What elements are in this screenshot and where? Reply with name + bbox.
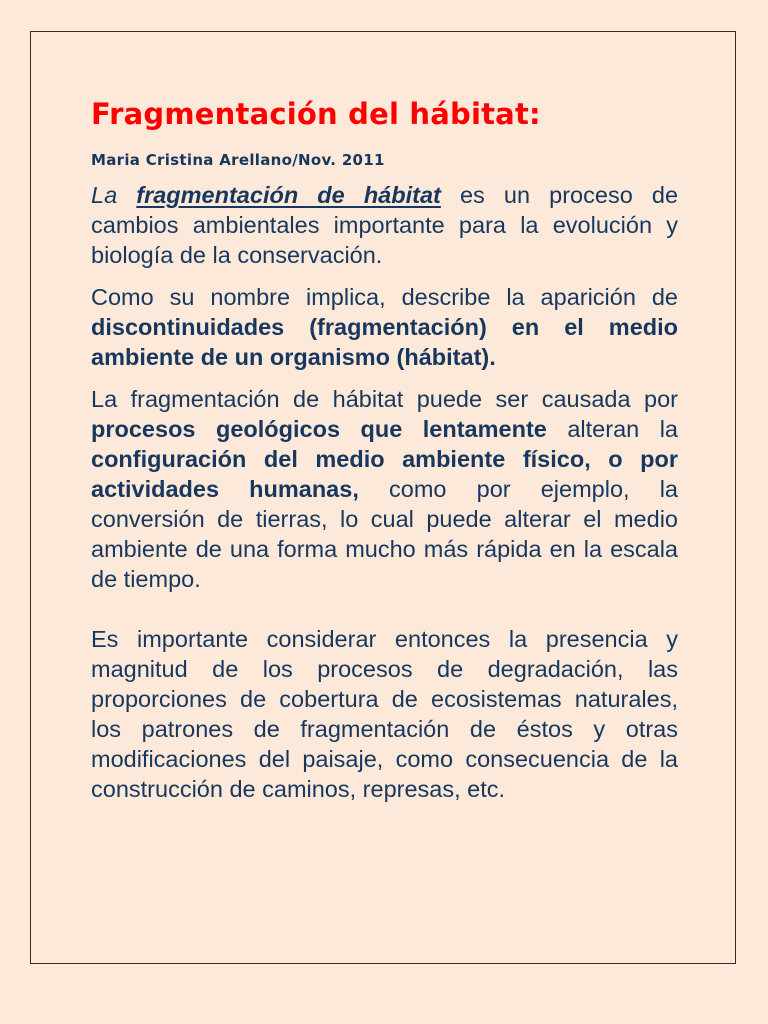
- paragraph-intro: [91, 180, 678, 270]
- definition-text: Como su nombre implica, describe la aparición de: [91, 284, 678, 310]
- author-date-byline: Maria Cristina Arellano/Nov. 2011: [91, 151, 385, 169]
- document-body: [91, 92, 678, 804]
- fragmentacion-link[interactable]: fragmentación de hábitat: [136, 182, 441, 208]
- causes-bold-2: configuración del medio ambiente físico, o por actividades humanas,: [91, 446, 678, 502]
- intro-text: es un proceso de cambios ambientales importante para la evolución y biología de la conservación.: [91, 182, 679, 268]
- causes-text-1: La fragmentación de hábitat puede ser causada por: [91, 386, 678, 412]
- paragraph-causes: [91, 384, 678, 594]
- paragraph-definition: [91, 282, 678, 372]
- causes-text-2: alteran la: [567, 416, 678, 442]
- considerations-text: Es importante considerar entonces la presencia y magnitud de los procesos de degradación, las proporciones de cobertura de ecosistemas naturales, los patrones de fragmentación de éstos y otras modificaciones del paisaje, como consecuencia de la construcción de caminos, represas, etc.: [91, 626, 678, 802]
- intro-lead-word: La: [91, 182, 118, 208]
- paragraph-considerations: [91, 624, 678, 804]
- causes-text-3: como por ejemplo, la conversión de tierras, lo cual puede alterar el medio ambiente de una forma mucho más rápida en la escala de tiempo.: [91, 476, 678, 592]
- causes-bold-1: procesos geológicos que lentamente: [91, 416, 547, 442]
- document-title: Fragmentación del hábitat:: [91, 97, 541, 131]
- definition-bold-text: discontinuidades (fragmentación) en el medio ambiente de un organismo (hábitat).: [91, 314, 678, 370]
